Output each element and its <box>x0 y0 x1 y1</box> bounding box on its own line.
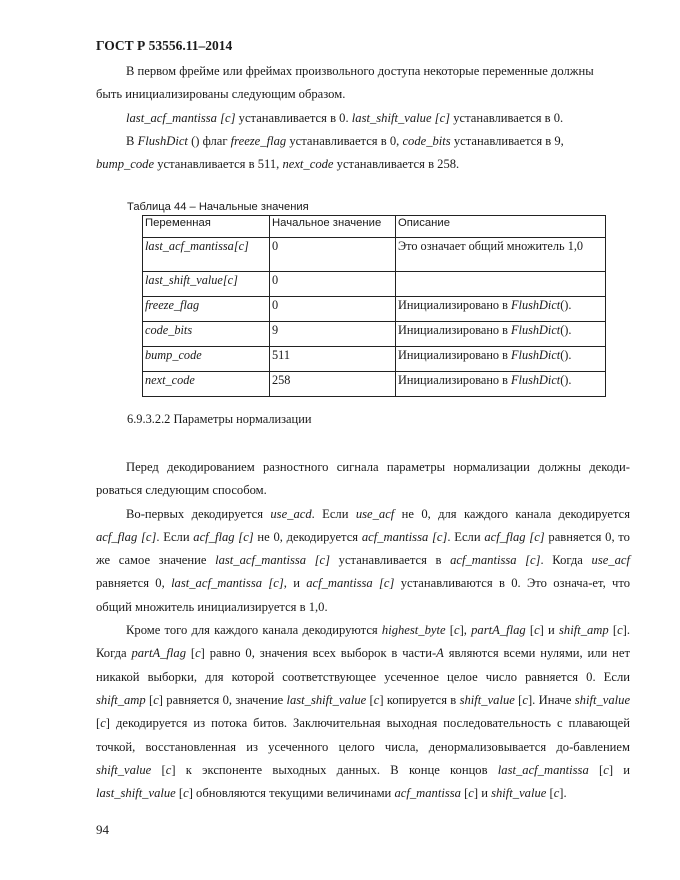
var-name: last_shift_value [c] <box>351 110 451 125</box>
body-paragraph-2 <box>96 503 630 619</box>
var-name: partA_flag <box>131 646 187 661</box>
cell-variable <box>143 322 270 347</box>
text-run: ], <box>459 623 472 638</box>
intro-section <box>96 60 628 176</box>
text-run: [ <box>151 762 166 777</box>
var-name: next_code <box>145 373 195 387</box>
var-name: code_bits <box>402 133 451 148</box>
text-run: [ <box>186 646 196 661</box>
var-name: shift_value <box>96 762 152 777</box>
table-row <box>143 322 606 347</box>
var-name: last_shift_value <box>96 786 176 801</box>
column-header: Начальное значение <box>270 216 396 238</box>
var-name: c <box>603 762 609 777</box>
text-run: устанавливается в 258. <box>333 157 460 172</box>
text-run: ] к экспоненте выходных данных. В конце концов <box>171 762 498 777</box>
var-name: A <box>436 646 444 661</box>
var-name: last_acf_mantissa [c] <box>171 576 284 591</box>
text-run: ] обновляются текущими величинами <box>188 786 395 801</box>
var-name: last_acf_mantissa[c] <box>145 239 249 253</box>
body-section <box>96 456 630 805</box>
var-name: bump_code <box>145 348 202 362</box>
cell-description <box>396 322 606 347</box>
cell-value: 0 <box>270 297 396 322</box>
var-name: c <box>453 623 460 638</box>
text-run: устанавливается в 0. <box>235 110 352 125</box>
text-run: [ <box>514 692 523 707</box>
var-name: use_acf <box>591 553 630 568</box>
text-run: равняется 0, то же самое значение <box>96 529 630 568</box>
var-name: use_acd <box>270 506 312 521</box>
var-name: acf_mantissa [c] <box>306 576 395 591</box>
section-title: Параметры нормализации <box>173 412 312 426</box>
text-run: устанавливается в 0, <box>286 133 403 148</box>
text-run: устанавливается в <box>330 553 451 568</box>
var-name: c <box>100 716 106 731</box>
var-name: c <box>153 692 159 707</box>
text-run: [ <box>175 786 184 801</box>
var-name: c <box>183 786 189 801</box>
column-header: Переменная <box>143 216 270 238</box>
cell-description <box>396 372 606 397</box>
text-run: , и <box>283 576 307 591</box>
text-run: (). <box>560 323 572 337</box>
var-name: last_acf_mantissa [c] <box>215 553 331 568</box>
var-name: shift_value <box>491 786 547 801</box>
var-name: c <box>468 786 474 801</box>
text-run: [ <box>145 692 154 707</box>
text-run: () флаг <box>187 133 231 148</box>
text-run: . Если <box>311 506 356 521</box>
text-run: [ <box>588 762 604 777</box>
text-run: не 0, декодируется <box>253 529 362 544</box>
text-run: Инициализировано в <box>398 348 512 362</box>
text-run: Инициализировано в <box>398 373 512 387</box>
var-name: c <box>195 646 201 661</box>
text-run: ]. <box>559 786 567 801</box>
cell-description: Это означает общий множитель 1,0 <box>396 238 606 272</box>
var-name: last_acf_mantissa <box>497 762 589 777</box>
body-paragraph-1 <box>96 456 630 503</box>
text-run: [ <box>366 692 374 707</box>
table-row <box>143 372 606 397</box>
text-run: [ <box>525 623 535 638</box>
standard-header: ГОСТ Р 53556.11–2014 <box>96 38 233 53</box>
func-name: FlushDict <box>137 133 188 148</box>
cell-variable <box>143 238 270 272</box>
cell-value: 0 <box>270 238 396 272</box>
var-name: acf_flag [c] <box>193 529 254 544</box>
var-name: acf_mantissa [c] <box>361 529 448 544</box>
table-row <box>143 272 606 297</box>
var-name: shift_value <box>459 692 515 707</box>
var-name: c <box>165 762 172 777</box>
var-name: freeze_flag <box>145 298 200 312</box>
cell-value: 511 <box>270 347 396 372</box>
text-run: устанавливаются в 0. Это означа-ет, что общий множитель инициализируется в 1,0. <box>96 576 630 614</box>
text-run: Инициализировано в <box>398 323 512 337</box>
body-paragraph-3 <box>96 619 630 805</box>
var-name: shift_value <box>574 692 631 707</box>
text-run: не 0, для каждого канала декодируется <box>394 506 630 521</box>
var-name: last_acf_mantissa [c] <box>126 110 236 125</box>
var-name: freeze_flag <box>230 133 287 148</box>
var-name: last_shift_value[c] <box>145 273 238 287</box>
cell-variable <box>143 347 270 372</box>
text-run: (). <box>560 348 572 362</box>
cell-value: 258 <box>270 372 396 397</box>
table-row <box>143 347 606 372</box>
var-name: highest_byte <box>381 623 446 638</box>
text-run: [ <box>546 786 554 801</box>
text-run: [ <box>96 716 101 731</box>
column-header: Описание <box>396 216 606 238</box>
var-name: partA_flag <box>471 623 526 638</box>
text-run: устанавливается в 0. <box>450 110 564 125</box>
text-run: . Если <box>156 529 194 544</box>
text-run: ] и <box>608 762 630 777</box>
table-row <box>143 297 606 322</box>
var-name: shift_amp <box>96 692 146 707</box>
func-name: FlushDict <box>511 348 561 362</box>
cell-variable <box>143 272 270 297</box>
page-number: 94 <box>96 822 109 837</box>
var-name: acf_flag [c] <box>484 529 545 544</box>
text-run: . Когда <box>540 553 592 568</box>
intro-p1-line1: В первом фрейме или фреймах произвольного доступа некоторые переменные должны <box>126 64 594 78</box>
var-name: acf_mantissa <box>394 786 461 801</box>
cell-value: 0 <box>270 272 396 297</box>
var-name: code_bits <box>145 323 193 337</box>
text-run: устанавливается в 511, <box>154 157 283 172</box>
cell-variable <box>143 372 270 397</box>
initial-values-table <box>142 215 606 397</box>
text-run: являются всеми нулями, или нет никакой выборки, для которой соответствующее усеченное целое число равняется 0. Если <box>96 646 630 684</box>
text-run: ] равно 0, значения всех выборок в части- <box>200 646 437 661</box>
intro-paragraph-3 <box>96 130 628 177</box>
var-name: c <box>534 623 540 638</box>
var-name: c <box>522 692 528 707</box>
intro-paragraph-2 <box>96 107 628 130</box>
table-caption: Таблица 44 – Начальные значения <box>127 201 309 213</box>
cell-variable <box>143 297 270 322</box>
var-name: c <box>373 692 380 707</box>
section-number: 6.9.3.2.2 <box>127 412 171 426</box>
body-p1-line1: Перед декодированием разностного сигнала параметры нормализации должны декоди- <box>126 460 630 474</box>
var-name: use_acf <box>355 506 395 521</box>
var-name: c <box>617 623 623 638</box>
section-heading <box>127 412 311 427</box>
func-name: FlushDict <box>511 323 561 337</box>
var-name: acf_flag [c] <box>96 529 157 544</box>
text-run: ] и <box>473 786 492 801</box>
cell-value: 9 <box>270 322 396 347</box>
text-run: [ <box>445 623 454 638</box>
text-run: Инициализировано в <box>398 298 512 312</box>
text-run: ]. Иначе <box>527 692 575 707</box>
text-run: (). <box>560 298 572 312</box>
text-run: ] копируется в <box>379 692 460 707</box>
var-name: acf_mantissa [c] <box>450 553 541 568</box>
intro-paragraph-1 <box>96 60 628 107</box>
var-name: c <box>553 786 560 801</box>
text-run: ] декодируется из потока битов. Заключительная выходная последовательность с плавающей точкой, восстановленная из усеченного целого числа, денормализовывается до-бавлением <box>96 716 630 754</box>
cell-description <box>396 297 606 322</box>
var-name: next_code <box>282 157 334 172</box>
body-p1-line2: роваться следующим способом. <box>96 483 267 498</box>
text-run: ] равняется 0, значение <box>158 692 287 707</box>
text-run: . Если <box>447 529 485 544</box>
var-name: bump_code <box>96 157 155 172</box>
func-name: FlushDict <box>511 298 561 312</box>
text-run: Во-первых декодируется <box>126 506 271 521</box>
text-run: ]. Когда <box>96 623 631 661</box>
text-run: Кроме того для каждого канала декодируются <box>126 623 382 638</box>
table-header-row <box>143 216 606 238</box>
func-name: FlushDict <box>511 373 561 387</box>
cell-description <box>396 347 606 372</box>
text-run: равняется 0, <box>96 576 172 591</box>
text-run: (). <box>560 373 572 387</box>
intro-p1-line2: быть инициализированы следующим образом. <box>96 87 346 102</box>
var-name: last_shift_value <box>286 692 367 707</box>
text-run: устанавливается в 9, <box>450 133 564 148</box>
table-row <box>143 238 606 272</box>
text-run: [ <box>460 786 469 801</box>
text-run: ] и <box>539 623 559 638</box>
cell-description <box>396 272 606 297</box>
var-name: shift_amp <box>559 623 609 638</box>
text-run: [ <box>608 623 618 638</box>
text-run: В <box>126 133 138 148</box>
